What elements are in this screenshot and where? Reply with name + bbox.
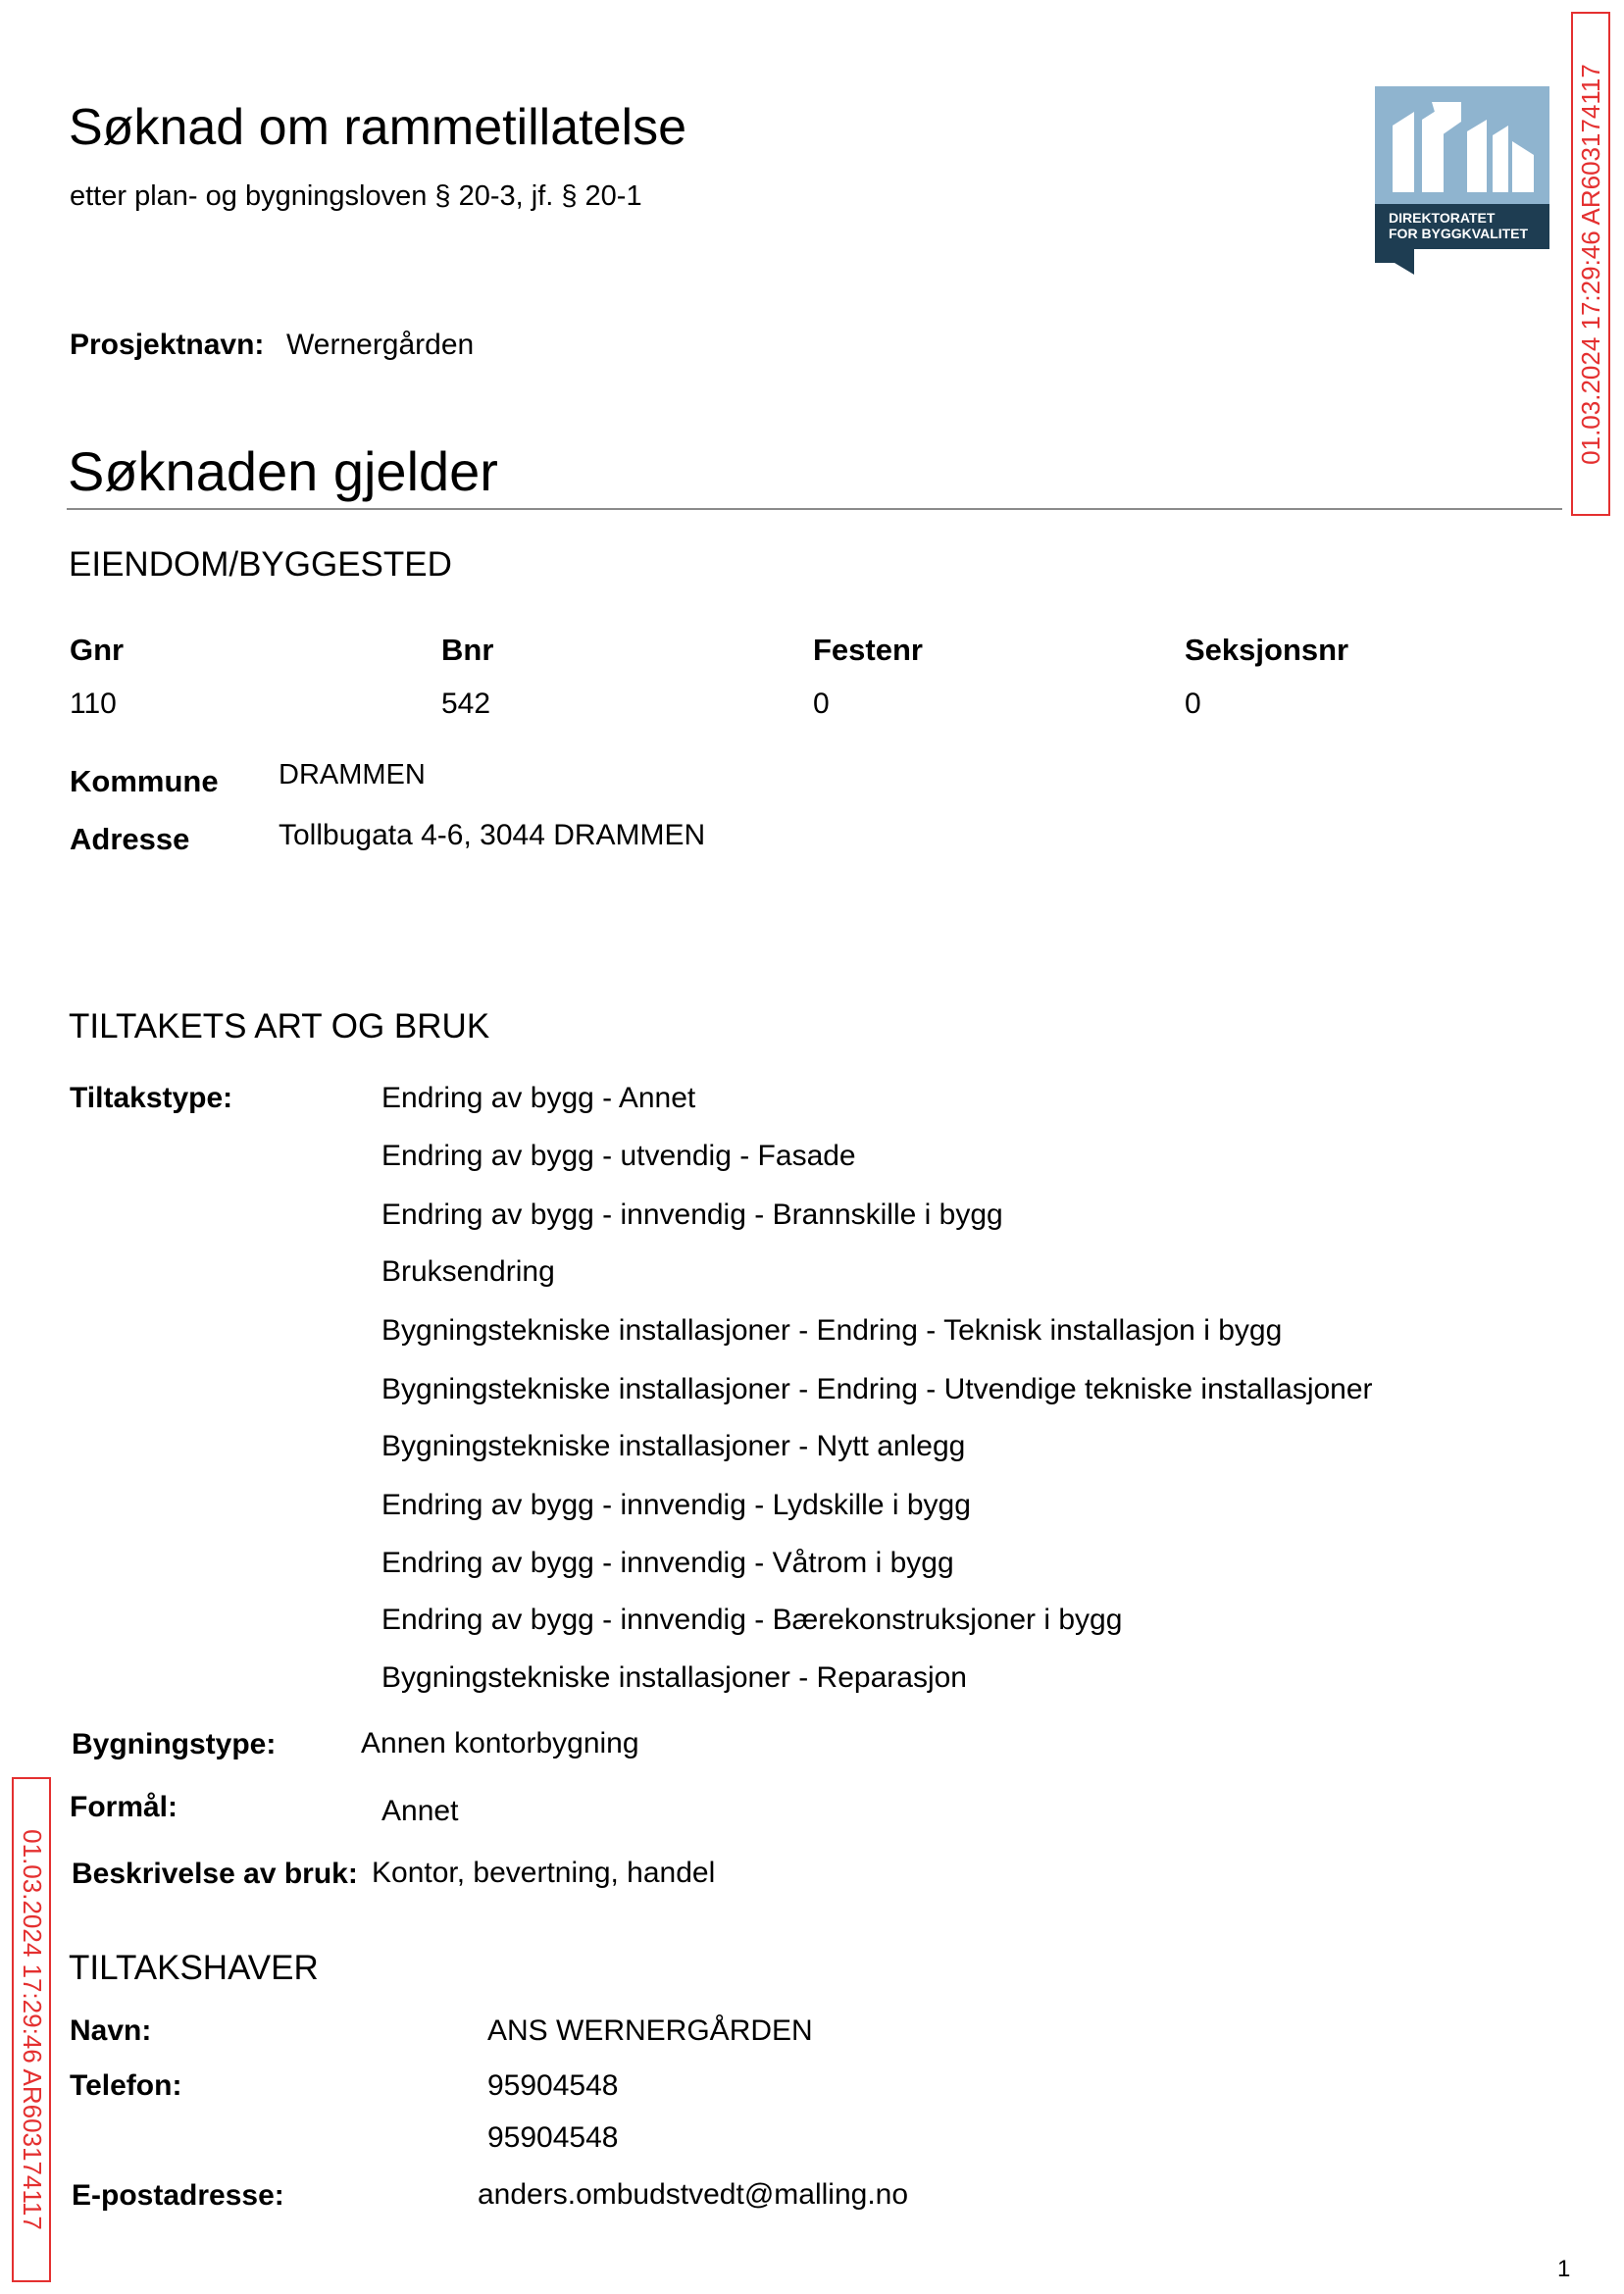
bygningstype-label: Bygningstype: — [72, 1728, 277, 1760]
tiltakstype-item: Endring av bygg - innvendig - Brannskille i bygg — [381, 1198, 1003, 1231]
bygningstype-value: Annen kontorbygning — [361, 1727, 639, 1759]
kommune-label: Kommune — [70, 764, 219, 798]
tiltakstype-item: Endring av bygg - innvendig - Våtrom i bygg — [381, 1547, 954, 1579]
eiendom-heading: EIENDOM/BYGGESTED — [69, 545, 452, 584]
telefon-label: Telefon: — [70, 2069, 182, 2102]
document-title: Søknad om rammetillatelse — [69, 99, 686, 156]
document-subtitle: etter plan- og bygningsloven § 20-3, jf. § 20-1 — [70, 180, 642, 212]
tiltakstype-item: Bygningstekniske installasjoner - Endring - Utvendige tekniske installasjoner — [381, 1373, 1373, 1405]
tiltakstype-item: Bygningstekniske installasjoner - Endring - Teknisk installasjon i bygg — [381, 1314, 1283, 1347]
tiltak-heading: TILTAKETS ART OG BRUK — [69, 1007, 490, 1045]
formal-label: Formål: — [70, 1791, 178, 1823]
beskrivelse-label: Beskrivelse av bruk: — [72, 1858, 358, 1890]
gnr-value: 110 — [70, 688, 117, 720]
festenr-label: Festenr — [813, 633, 923, 667]
tiltakstype-item: Endring av bygg - Annet — [381, 1082, 696, 1114]
bnr-value: 542 — [441, 688, 491, 720]
epost-label: E-postadresse: — [72, 2179, 284, 2212]
tiltakstype-item: Endring av bygg - innvendig - Lydskille i bygg — [381, 1489, 971, 1521]
navn-value: ANS WERNERGÅRDEN — [487, 2014, 813, 2047]
date-stamp-left — [12, 1777, 51, 2282]
telefon-value: 95904548 — [487, 2121, 619, 2154]
epost-value: anders.ombudstvedt@malling.no — [478, 2178, 909, 2211]
tiltakshaver-heading: TILTAKSHAVER — [69, 1949, 319, 1987]
project-name-value: Wernergården — [286, 329, 475, 361]
section-heading: Søknaden gjelder — [68, 440, 498, 502]
formal-value: Annet — [381, 1795, 459, 1827]
date-stamp-text: 01.03.2024 17:29:46 AR603174117 — [17, 1829, 47, 2230]
beskrivelse-value: Kontor, bevertning, handel — [372, 1857, 716, 1889]
tiltakstype-item: Endring av bygg - innvendig - Bærekonstruksjoner i bygg — [381, 1604, 1123, 1636]
logo-graphic — [1375, 86, 1549, 275]
tiltakstype-item: Bygningstekniske installasjoner - Nytt anlegg — [381, 1430, 966, 1462]
tiltakstype-item: Endring av bygg - utvendig - Fasade — [381, 1140, 856, 1172]
telefon-value: 95904548 — [487, 2069, 619, 2102]
date-stamp-top — [1571, 12, 1610, 516]
navn-label: Navn: — [70, 2014, 152, 2047]
tiltakstype-label: Tiltakstype: — [70, 1082, 233, 1114]
seksjonsnr-value: 0 — [1185, 688, 1201, 720]
project-name-label: Prosjektnavn: — [70, 329, 265, 361]
kommune-value: DRAMMEN — [279, 759, 426, 790]
adresse-value: Tollbugata 4-6, 3044 DRAMMEN — [279, 819, 706, 851]
date-stamp-text: 01.03.2024 17:29:46 AR603174117 — [1575, 63, 1605, 465]
dibk-logo — [1375, 86, 1549, 275]
bnr-label: Bnr — [441, 633, 494, 667]
seksjonsnr-label: Seksjonsnr — [1185, 633, 1349, 667]
gnr-label: Gnr — [70, 633, 125, 667]
festenr-value: 0 — [813, 688, 830, 720]
section-divider — [67, 508, 1562, 510]
logo-line-2: FOR BYGGKVALITET — [1389, 226, 1529, 241]
tiltakstype-item: Bygningstekniske installasjoner - Reparasjon — [381, 1661, 967, 1694]
tiltakstype-item: Bruksendring — [381, 1255, 555, 1288]
adresse-label: Adresse — [70, 822, 190, 856]
logo-line-1: DIREKTORATET — [1389, 210, 1496, 226]
page-number: 1 — [1557, 2256, 1571, 2282]
logo-text — [1389, 210, 1528, 241]
